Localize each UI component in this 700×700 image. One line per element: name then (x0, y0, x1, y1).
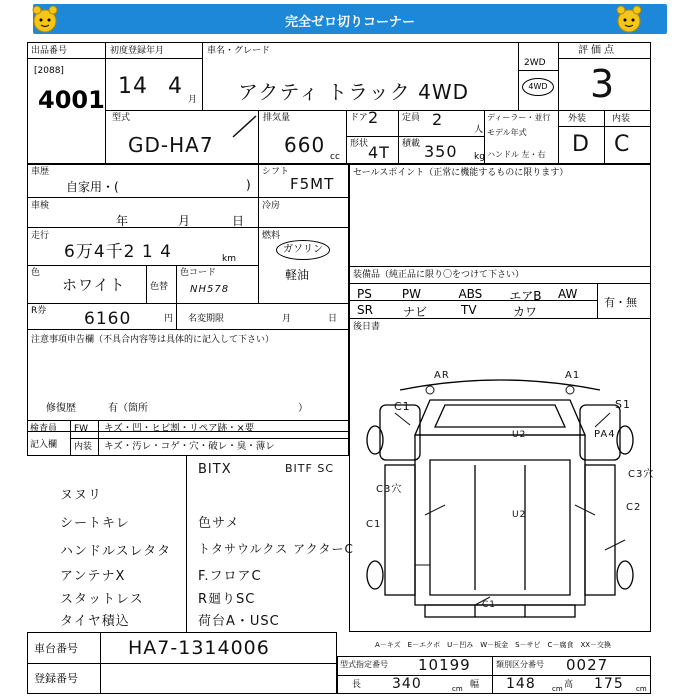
note-left-5: スタットレス (60, 592, 144, 607)
car-name-value: アクティ トラック 4WD (238, 80, 470, 104)
handle-label: ハンドル 左・右 (487, 150, 546, 159)
mileage-unit: km (222, 254, 236, 264)
mark-c3-right: C3穴 (628, 469, 655, 480)
usage-value: 自家用・( (66, 180, 119, 194)
equip-airbag: エアB (509, 289, 542, 303)
note-right-3: トタサウルクス アクターC (198, 542, 354, 556)
lot-sub: [2088] (34, 66, 64, 76)
sales-point-label: セールスポイント（正常に機能するものに限ります） (353, 168, 569, 178)
height-unit: cm (636, 685, 647, 693)
transfer-month: 月 (282, 314, 292, 324)
width-label: 幅 (470, 680, 480, 690)
color-label: 色 (31, 268, 41, 278)
lot-number: 4001 (38, 86, 105, 114)
length-unit: cm (452, 685, 463, 693)
doors-label: ドア (350, 113, 368, 123)
dealer-label: ディーラー・並行 (487, 113, 551, 122)
load-value: 350 (424, 142, 458, 161)
doors-value: 2 (368, 108, 380, 127)
int-value: C (614, 132, 631, 157)
inspection-month: 月 (178, 214, 191, 228)
inspector-fw-text: キズ・凹・ヒビ割・リペア跡・×要 (104, 423, 255, 434)
width-unit: cm (552, 685, 563, 693)
model-value: GD-HA7 (128, 133, 214, 157)
equip-aw: AW (557, 287, 578, 301)
equip-abs: ABS (458, 287, 483, 301)
repair-label: 修復歴 (46, 403, 76, 414)
first-reg-month-unit: 月 (188, 95, 198, 105)
inspection-label: 車検 (31, 201, 50, 211)
inspector-int: 内装 (74, 442, 93, 452)
inspection-year: 年 (116, 214, 129, 228)
mark-c1-top: C1 (394, 400, 411, 413)
recycle-unit: 円 (164, 314, 174, 324)
width-value: 148 (506, 676, 536, 692)
mark-u2-mid: U2 (512, 510, 527, 520)
check-mark-icon (230, 112, 260, 142)
note-top-1: BITX (198, 462, 232, 477)
note-left-3: ハンドルスレタタ (60, 544, 172, 559)
mark-pa4: PA4 (594, 429, 616, 440)
shape-value: 4T (368, 143, 390, 162)
ext-value: D (572, 132, 590, 157)
drive-2wd: 2WD (524, 58, 546, 68)
equipment-row-1 (357, 287, 597, 304)
usage-close: ) (246, 178, 251, 192)
capacity-value: 2 (432, 110, 444, 129)
notes-label: 注意事項申告欄（不具合内容等は具体的に記入して下さい） (31, 335, 275, 345)
shift-value: F5MT (290, 175, 335, 193)
later-docs-label: 後日書 (353, 322, 381, 332)
note-right-2: 色サメ (198, 516, 240, 531)
note-left-4: アンテナX (60, 569, 126, 584)
load-label: 積載 (402, 139, 421, 149)
length-value: 340 (392, 676, 422, 692)
class-no-label: 類別区分番号 (496, 660, 544, 669)
inspector-label-2: 記入欄 (30, 440, 58, 450)
note-top-2: BITF SC (285, 462, 334, 475)
inspector-fw: FW (74, 424, 89, 434)
mascot-left-icon (28, 4, 62, 36)
int-label: 内装 (612, 114, 631, 124)
aircon-label: 冷房 (262, 201, 281, 211)
shape-label: 形状 (350, 139, 369, 149)
left-frame (27, 164, 349, 432)
chassis-value: HA7-1314006 (128, 637, 270, 659)
equip-sr: SR (357, 303, 373, 317)
model-no-value: 10199 (418, 656, 471, 674)
equipment-label: 装備品（純正品に限り〇をつけて下さい） (353, 270, 525, 280)
repair-close: ） (298, 403, 308, 414)
note-right-4: F.フロアC (198, 569, 262, 584)
model-no-label: 型式指定番号 (340, 660, 388, 669)
note-right-5: R廻りSC (198, 592, 256, 607)
transfer-label: 名変期限 (188, 314, 225, 324)
drive-4wd: 4WD (522, 78, 554, 96)
mileage-value: 6万4千2 1 4 (64, 242, 172, 262)
inspector-label-1: 検査員 (30, 424, 58, 434)
mark-s1: S1 (615, 398, 631, 411)
note-right-6: 荷台A・USC (198, 614, 280, 629)
color-code-label: 色コード (180, 268, 217, 278)
class-no-value: 0027 (566, 656, 609, 674)
fuel-label: 燃料 (262, 231, 281, 241)
first-reg-label: 初度登録年月 (110, 46, 165, 56)
equip-tv: TV (461, 303, 477, 317)
displacement-unit: cc (330, 152, 340, 162)
color-change-label: 色替 (150, 282, 169, 292)
car-name-label: 車名・グレード (207, 46, 271, 56)
equip-leather: カワ (513, 305, 538, 319)
model-year-label: モデル年式 (487, 128, 527, 137)
shift-label: シフト (262, 167, 290, 177)
inspector-int-text: キズ・汚レ・コゲ・穴・破レ・臭・薄レ (104, 441, 275, 452)
mileage-label: 走行 (31, 231, 50, 241)
fuel-gasoline: ガソリン (276, 240, 330, 260)
register-label: 登録番号 (34, 672, 78, 685)
equip-yesno: 有・無 (604, 296, 637, 309)
load-unit: kg (474, 152, 485, 162)
diagram-legend: A－キズ E－エクボ U－凹み W－板金 S－サビ C－腐食 XX－交換 (375, 641, 612, 649)
mascot-right-icon (612, 4, 646, 36)
mark-c3-left: C3穴 (376, 484, 403, 495)
first-reg-month: 4 (168, 74, 183, 99)
grade-label: 評価点 (578, 45, 617, 56)
mark-ar: AR (434, 370, 450, 381)
first-reg-year: 14 (118, 74, 148, 99)
repair-value: 有（箇所 (108, 403, 148, 414)
mark-c2: C2 (626, 502, 642, 513)
lot-label: 出品番号 (31, 46, 68, 56)
mark-c1-left: C1 (366, 519, 382, 530)
banner-title: 完全ゼロ切りコーナー (284, 15, 415, 30)
inspection-day: 日 (232, 214, 245, 228)
displacement-label: 排気量 (263, 113, 291, 123)
recycle-label: R券 (31, 306, 47, 316)
mark-c1-bottom: C1 (482, 600, 497, 610)
chassis-label: 車台番号 (34, 642, 78, 655)
grade-value: 3 (590, 62, 616, 106)
mark-u2-top: U2 (512, 430, 527, 440)
displacement-value: 660 (284, 133, 326, 157)
model-label: 型式 (112, 113, 131, 123)
mark-a1: A1 (565, 370, 581, 381)
equip-navi: ナビ (403, 305, 428, 319)
capacity-label: 定員 (402, 113, 421, 123)
note-left-6: タイヤ積込 (60, 614, 130, 629)
usage-label: 車歴 (31, 167, 50, 177)
note-left-1: ヌヌリ (60, 488, 103, 503)
recycle-value: 6160 (84, 309, 132, 329)
length-label: 長 (352, 680, 362, 690)
color-code-value: NH578 (190, 284, 230, 295)
capacity-unit: 人 (474, 125, 484, 135)
height-label: 高 (564, 680, 574, 690)
note-left-2: シートキレ (60, 516, 130, 531)
height-value: 175 (594, 676, 624, 692)
fuel-light-oil: 軽油 (285, 268, 310, 282)
banner (33, 4, 667, 34)
color-value: ホワイト (62, 276, 126, 294)
equip-pw: PW (401, 287, 421, 301)
transfer-day: 日 (328, 314, 338, 324)
equip-ps: PS (357, 287, 372, 301)
ext-label: 外装 (568, 114, 587, 124)
